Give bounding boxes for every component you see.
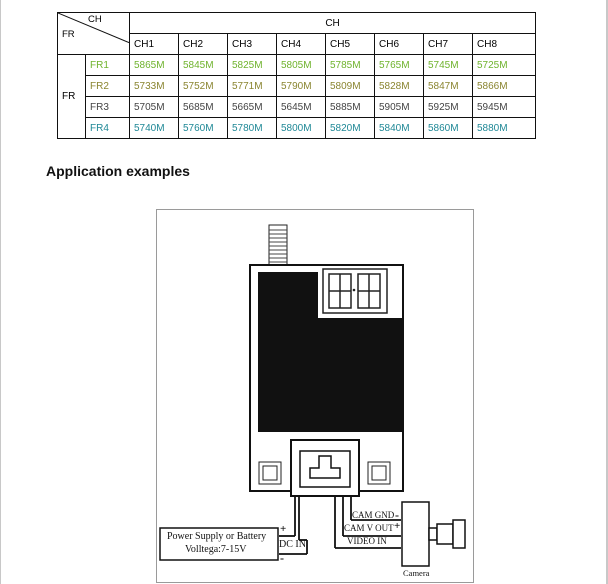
camera-label: Camera — [403, 568, 430, 578]
voltage-label: Volltega:7-15V — [185, 544, 247, 555]
frequency-cell: 5809M — [326, 76, 375, 97]
frequency-cell: 5665M — [228, 97, 277, 118]
channel-header: CH5 — [326, 34, 375, 55]
table-row — [58, 76, 536, 97]
page-left-border — [0, 0, 1, 584]
frequency-cell: 5705M — [130, 97, 179, 118]
frequency-cell: 5880M — [473, 118, 536, 139]
frequency-cell: 5645M — [277, 97, 326, 118]
right-button-icon — [368, 462, 390, 484]
frequency-cell: 5847M — [424, 76, 473, 97]
dc-in-label: DC IN — [279, 539, 306, 550]
table-row — [58, 55, 536, 76]
band-label: FR4 — [86, 118, 130, 139]
frequency-cell: 5865M — [130, 55, 179, 76]
frequency-cell: 5945M — [473, 97, 536, 118]
video-in-label: VIDEO IN — [347, 536, 387, 546]
channel-header: CH8 — [473, 34, 536, 55]
connector-icon — [291, 440, 359, 496]
camera-icon — [402, 502, 465, 566]
frequency-cell: 5845M — [179, 55, 228, 76]
channel-header: CH2 — [179, 34, 228, 55]
wiring-diagram-drawing — [157, 210, 473, 582]
frequency-cell: 5885M — [326, 97, 375, 118]
cam-gnd-minus: - — [395, 508, 399, 522]
frequency-cell: 5790M — [277, 76, 326, 97]
band-label: FR1 — [86, 55, 130, 76]
table-row — [58, 118, 536, 139]
channel-display-icon — [323, 269, 387, 313]
frequency-cell: 5840M — [375, 118, 424, 139]
corner-fr-label: FR — [62, 29, 75, 40]
dc-minus-label: - — [280, 551, 284, 565]
frequency-cell: 5740M — [130, 118, 179, 139]
frequency-cell: 5771M — [228, 76, 277, 97]
channel-header: CH7 — [424, 34, 473, 55]
cam-v-out-plus: + — [394, 520, 401, 532]
corner-ch-label: CH — [88, 14, 102, 25]
frequency-cell: 5905M — [375, 97, 424, 118]
frequency-cell: 5725M — [473, 55, 536, 76]
frequency-cell: 5925M — [424, 97, 473, 118]
frequency-cell: 5765M — [375, 55, 424, 76]
table-corner-cell — [58, 13, 130, 55]
left-button-icon — [259, 462, 281, 484]
frequency-cell: 5733M — [130, 76, 179, 97]
frequency-cell: 5860M — [424, 118, 473, 139]
section-title: Application examples — [46, 163, 190, 179]
application-diagram — [156, 209, 474, 583]
table-header-row-top — [58, 13, 536, 34]
channel-header: CH1 — [130, 34, 179, 55]
dc-plus-label: + — [280, 523, 287, 535]
channel-header: CH3 — [228, 34, 277, 55]
antenna-icon — [269, 225, 287, 265]
frequency-cell: 5828M — [375, 76, 424, 97]
frequency-cell: 5825M — [228, 55, 277, 76]
frequency-cell: 5780M — [228, 118, 277, 139]
power-supply-label: Power Supply or Battery — [167, 531, 267, 542]
ch-group-header: CH — [130, 13, 536, 34]
frequency-cell: 5685M — [179, 97, 228, 118]
fr-group-label: FR — [58, 55, 86, 139]
channel-header: CH4 — [277, 34, 326, 55]
frequency-cell: 5820M — [326, 118, 375, 139]
frequency-cell: 5785M — [326, 55, 375, 76]
cam-gnd-label: CAM GND — [352, 510, 395, 520]
channel-header: CH6 — [375, 34, 424, 55]
frequency-cell: 5800M — [277, 118, 326, 139]
band-label: FR3 — [86, 97, 130, 118]
frequency-cell: 5805M — [277, 55, 326, 76]
frequency-cell: 5760M — [179, 118, 228, 139]
cam-v-out-label: CAM V OUT — [344, 523, 394, 533]
band-label: FR2 — [86, 76, 130, 97]
frequency-cell: 5752M — [179, 76, 228, 97]
frequency-table — [57, 12, 536, 139]
frequency-cell: 5745M — [424, 55, 473, 76]
frequency-cell: 5866M — [473, 76, 536, 97]
table-row — [58, 97, 536, 118]
